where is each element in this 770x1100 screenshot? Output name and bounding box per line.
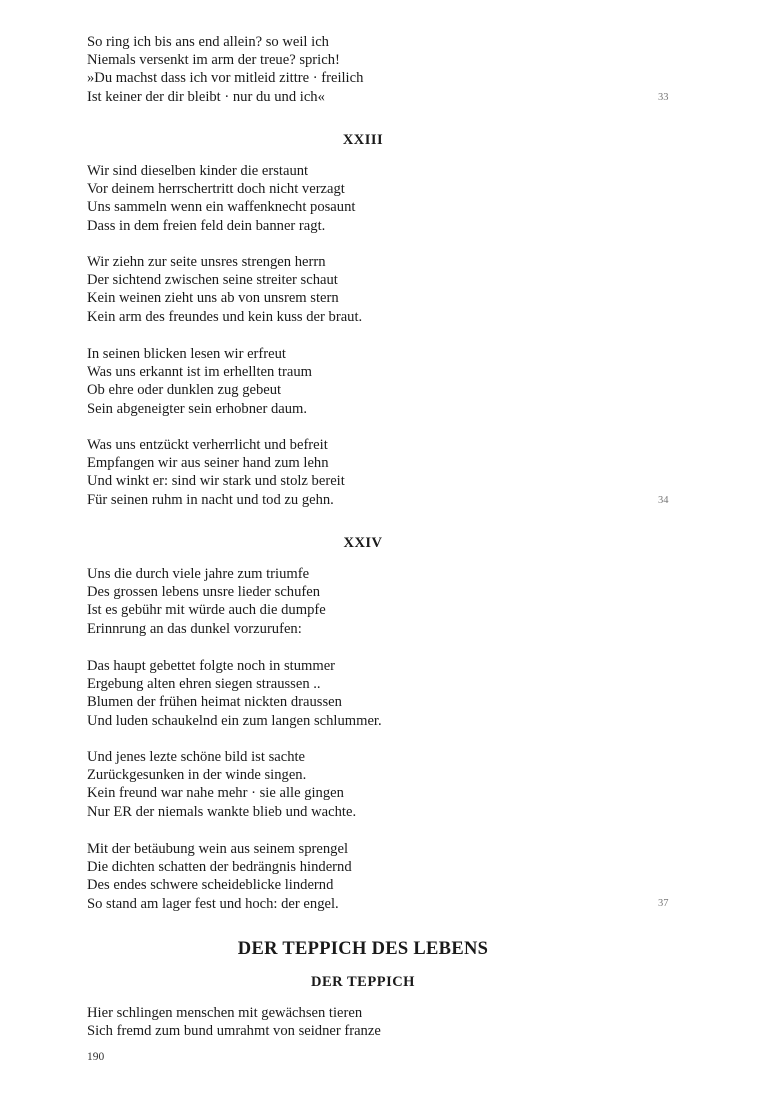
verse-line: Wir ziehn zur seite unsres strengen herrn [87,254,326,270]
page-number: 190 [87,1051,105,1063]
verse-line: Sich fremd zum bund umrahmt von seidner franze [87,1023,381,1040]
verse-line: Hier schlingen menschen mit gewächsen tieren [87,1005,363,1021]
verse-line: Ist keiner der dir bleibt · nur du und ich« [87,88,325,105]
verse-line: Erinnrung an das dunkel vorzurufen: [87,620,302,637]
verse-line: Der sichtend zwischen seine streiter schaut [87,272,338,289]
line-number: 37 [658,898,669,909]
verse-line: Vor deinem herrschertritt doch nicht verzagt [87,181,345,198]
verse-line: Kein freund war nahe mehr · sie alle gingen [87,785,344,802]
verse-line: Des grossen lebens unsre lieder schufen [87,584,321,601]
verse-line: Wir sind dieselben kinder die erstaunt [87,163,309,179]
poem-title: XXIII [342,132,384,148]
verse-line: Das haupt gebettet folgte noch in stummer [87,658,336,674]
verse-line: Niemals versenkt im arm der treue? sprich! [87,52,340,69]
verse-line: Was uns erkannt ist im erhellten traum [87,364,312,381]
line-number: 34 [658,495,669,506]
verse-line: Die dichten schatten der bedrängnis hindernd [87,859,352,876]
verse-line: Nur ER der niemals wankte blieb und wachte. [87,803,357,820]
stanza [87,436,667,509]
stanza [87,565,667,638]
stanza [87,748,667,821]
verse-line: Dass in dem freien feld dein banner ragt. [87,217,326,234]
verse-line: Des endes schwere scheideblicke lindernd [87,877,334,894]
verse-line: Kein arm des freundes und kein kuss der braut. [87,308,363,325]
stanza [87,33,667,106]
verse-line: Für seinen ruhm in nacht und tod zu gehn. [87,491,334,508]
verse-line: Und luden schaukelnd ein zum langen schlummer. [87,712,382,729]
verse-line: Was uns entzückt verherrlicht und befreit [87,437,328,453]
stanza [87,253,667,326]
verse-line: So stand am lager fest und hoch: der engel. [87,895,339,912]
section-title: DER TEPPICH DES LEBENS [237,939,489,959]
verse-line: So ring ich bis ans end allein? so weil ich [87,34,329,50]
verse-line: Uns die durch viele jahre zum triumfe [87,566,310,582]
line-number: 33 [658,92,669,103]
verse-line: Und winkt er: sind wir stark und stolz bereit [87,473,345,490]
stanza [87,657,667,730]
verse-line: Und jenes lezte schöne bild ist sachte [87,749,306,765]
stanza [87,162,667,235]
stanza [87,345,667,418]
verse-line: Uns sammeln wenn ein waffenknecht posaunt [87,199,356,216]
verse-line: Ist es gebühr mit würde auch die dumpfe [87,602,326,619]
poem-title: XXIV [343,535,383,551]
verse-line: Blumen der frühen heimat nickten draussen [87,694,342,711]
verse-line: Ergebung alten ehren siegen straussen .. [87,676,321,693]
stanza [87,1004,667,1040]
verse-line: Ob ehre oder dunklen zug gebeut [87,382,282,399]
stanza [87,840,667,913]
poem-title: DER TEPPICH [311,974,415,990]
verse-line: In seinen blicken lesen wir erfreut [87,346,286,362]
verse-line: Sein abgeneigter sein erhobner daum. [87,400,308,417]
verse-line: Mit der betäubung wein aus seinem sprengel [87,841,348,857]
verse-line: »Du machst dass ich vor mitleid zittre · freilich [87,70,364,87]
verse-line: Empfangen wir aus seiner hand zum lehn [87,455,329,472]
verse-line: Kein weinen zieht uns ab von unsrem stern [87,290,339,307]
verse-line: Zurückgesunken in der winde singen. [87,767,307,784]
